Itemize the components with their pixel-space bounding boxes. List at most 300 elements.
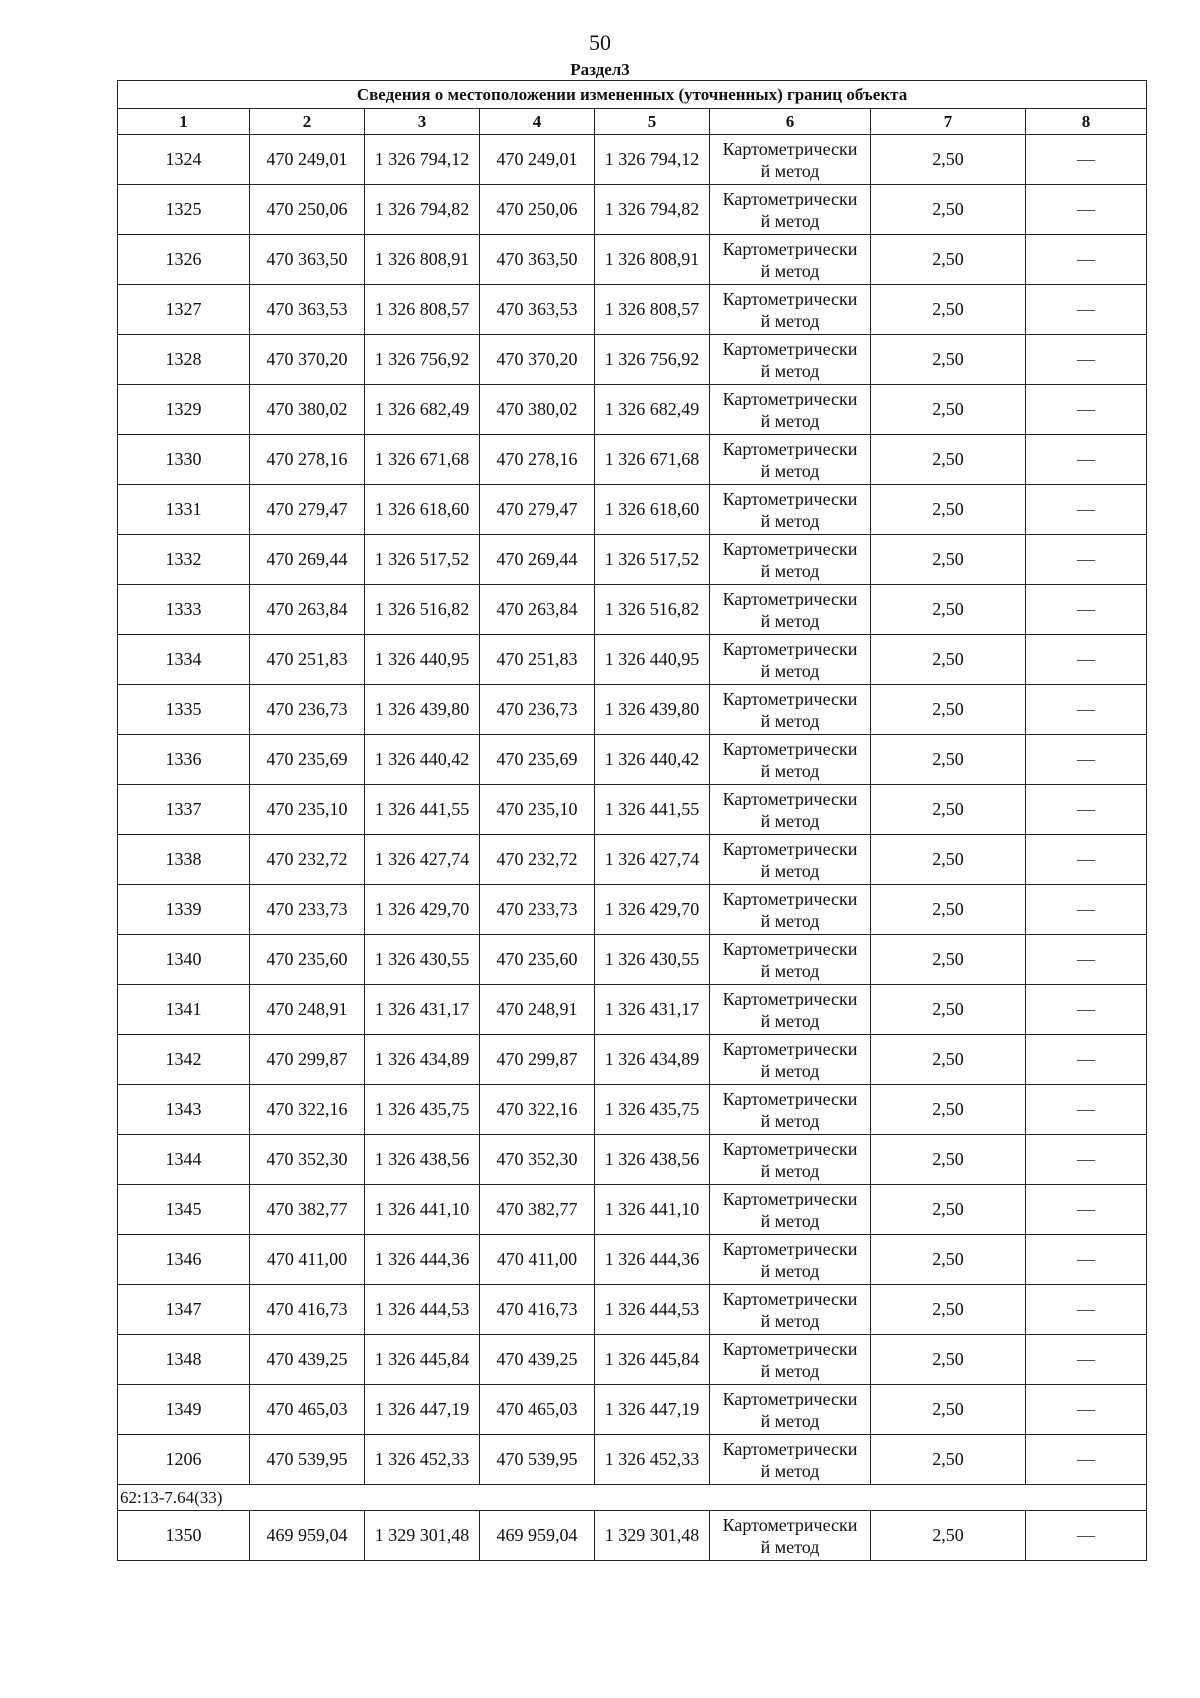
x-new-cell: 470 299,87 (480, 1035, 595, 1085)
note-cell: — (1026, 285, 1147, 335)
method-line-1: Картометрически (722, 338, 858, 359)
x-old-cell: 470 235,69 (250, 735, 365, 785)
x-new-cell: 470 263,84 (480, 585, 595, 635)
y-new-cell: 1 326 429,70 (595, 885, 710, 935)
precision-cell: 2,50 (871, 785, 1026, 835)
method-line-1: Картометрически (722, 1338, 858, 1359)
x-old-cell: 470 539,95 (250, 1435, 365, 1485)
method-line-1: Картометрически (722, 188, 858, 209)
method-line-2: й метод (760, 760, 820, 781)
column-header: 8 (1026, 109, 1147, 135)
point-number-cell: 1333 (118, 585, 250, 635)
table-row (118, 235, 1147, 285)
method-line-2: й метод (760, 310, 820, 331)
method-line-1: Картометрически (722, 588, 858, 609)
point-number-cell: 1347 (118, 1285, 250, 1335)
column-header: 2 (250, 109, 365, 135)
point-number-cell: 1328 (118, 335, 250, 385)
point-number-cell: 1341 (118, 985, 250, 1035)
method-cell (710, 1235, 871, 1285)
x-new-cell: 470 232,72 (480, 835, 595, 885)
method-line-2: й метод (760, 860, 820, 881)
boundary-table (117, 80, 1147, 1561)
column-header: 5 (595, 109, 710, 135)
precision-cell: 2,50 (871, 1085, 1026, 1135)
y-new-cell: 1 326 439,80 (595, 685, 710, 735)
table-row (118, 435, 1147, 485)
x-new-cell: 470 411,00 (480, 1235, 595, 1285)
method-cell (710, 1511, 871, 1561)
x-old-cell: 470 439,25 (250, 1335, 365, 1385)
y-old-cell: 1 326 440,42 (365, 735, 480, 785)
method-line-1: Картометрически (722, 1388, 858, 1409)
method-line-1: Картометрически (722, 1038, 858, 1059)
method-line-1: Картометрически (722, 438, 858, 459)
method-line-1: Картометрически (722, 1088, 858, 1109)
x-new-cell: 470 363,50 (480, 235, 595, 285)
y-old-cell: 1 326 808,57 (365, 285, 480, 335)
column-header: 4 (480, 109, 595, 135)
table-body-main (118, 135, 1147, 1485)
x-new-cell: 470 249,01 (480, 135, 595, 185)
precision-cell: 2,50 (871, 635, 1026, 685)
precision-cell: 2,50 (871, 585, 1026, 635)
y-old-cell: 1 326 429,70 (365, 885, 480, 935)
table-title: Сведения о местоположении измененных (уточненных) границ объекта (118, 81, 1147, 109)
x-old-cell: 470 236,73 (250, 685, 365, 735)
table-row (118, 1435, 1147, 1485)
x-old-cell: 470 370,20 (250, 335, 365, 385)
y-new-cell: 1 326 431,17 (595, 985, 710, 1035)
note-cell: — (1026, 485, 1147, 535)
y-old-cell: 1 326 444,53 (365, 1285, 480, 1335)
note-cell: — (1026, 1435, 1147, 1485)
precision-cell: 2,50 (871, 1185, 1026, 1235)
x-new-cell: 470 236,73 (480, 685, 595, 735)
x-old-cell: 470 363,50 (250, 235, 365, 285)
precision-cell: 2,50 (871, 935, 1026, 985)
note-cell: — (1026, 535, 1147, 585)
method-line-2: й метод (760, 160, 820, 181)
precision-cell: 2,50 (871, 1235, 1026, 1285)
point-number-cell: 1339 (118, 885, 250, 935)
table-row (118, 735, 1147, 785)
y-old-cell: 1 326 434,89 (365, 1035, 480, 1085)
y-new-cell: 1 326 517,52 (595, 535, 710, 585)
method-cell (710, 435, 871, 485)
x-new-cell: 470 416,73 (480, 1285, 595, 1335)
method-cell (710, 1335, 871, 1385)
method-cell (710, 735, 871, 785)
y-old-cell: 1 326 435,75 (365, 1085, 480, 1135)
method-cell (710, 1135, 871, 1185)
x-old-cell: 470 279,47 (250, 485, 365, 535)
x-new-cell: 470 248,91 (480, 985, 595, 1035)
method-line-2: й метод (760, 360, 820, 381)
y-new-cell: 1 326 430,55 (595, 935, 710, 985)
method-cell (710, 1285, 871, 1335)
x-old-cell: 470 248,91 (250, 985, 365, 1035)
method-cell (710, 685, 871, 735)
y-new-cell: 1 326 756,92 (595, 335, 710, 385)
method-cell (710, 835, 871, 885)
method-line-2: й метод (760, 610, 820, 631)
method-line-2: й метод (760, 1260, 820, 1281)
method-line-2: й метод (760, 1160, 820, 1181)
y-old-cell: 1 326 452,33 (365, 1435, 480, 1485)
y-old-cell: 1 326 439,80 (365, 685, 480, 735)
table-row (118, 1511, 1147, 1561)
precision-cell: 2,50 (871, 1035, 1026, 1085)
y-new-cell: 1 326 671,68 (595, 435, 710, 485)
note-cell: — (1026, 935, 1147, 985)
method-line-1: Картометрически (722, 138, 858, 159)
point-number-cell: 1329 (118, 385, 250, 435)
x-old-cell: 470 465,03 (250, 1385, 365, 1435)
note-cell: — (1026, 1235, 1147, 1285)
y-old-cell: 1 326 794,12 (365, 135, 480, 185)
precision-cell: 2,50 (871, 385, 1026, 435)
method-line-1: Картометрически (722, 1288, 858, 1309)
method-cell (710, 1035, 871, 1085)
point-number-cell: 1327 (118, 285, 250, 335)
x-old-cell: 469 959,04 (250, 1511, 365, 1561)
y-new-cell: 1 326 445,84 (595, 1335, 710, 1385)
y-old-cell: 1 326 517,52 (365, 535, 480, 585)
note-cell: — (1026, 1135, 1147, 1185)
y-old-cell: 1 326 808,91 (365, 235, 480, 285)
note-cell: — (1026, 385, 1147, 435)
y-new-cell: 1 326 441,55 (595, 785, 710, 835)
x-old-cell: 470 411,00 (250, 1235, 365, 1285)
table-row (118, 335, 1147, 385)
y-old-cell: 1 326 756,92 (365, 335, 480, 385)
method-line-1: Картометрически (722, 638, 858, 659)
method-line-2: й метод (760, 910, 820, 931)
precision-cell: 2,50 (871, 485, 1026, 535)
method-cell (710, 285, 871, 335)
x-new-cell: 470 235,69 (480, 735, 595, 785)
method-cell (710, 335, 871, 385)
precision-cell: 2,50 (871, 735, 1026, 785)
precision-cell: 2,50 (871, 985, 1026, 1035)
method-line-2: й метод (760, 1110, 820, 1131)
method-line-2: й метод (760, 510, 820, 531)
precision-cell: 2,50 (871, 1435, 1026, 1485)
method-line-1: Картометрически (722, 1238, 858, 1259)
note-cell: — (1026, 1185, 1147, 1235)
table-row (118, 535, 1147, 585)
y-old-cell: 1 326 682,49 (365, 385, 480, 435)
note-cell: — (1026, 835, 1147, 885)
y-new-cell: 1 326 427,74 (595, 835, 710, 885)
method-line-2: й метод (760, 1310, 820, 1331)
column-header: 6 (710, 109, 871, 135)
y-old-cell: 1 326 671,68 (365, 435, 480, 485)
note-cell: — (1026, 1511, 1147, 1561)
y-new-cell: 1 326 434,89 (595, 1035, 710, 1085)
y-new-cell: 1 326 794,12 (595, 135, 710, 185)
point-number-cell: 1331 (118, 485, 250, 535)
point-number-cell: 1345 (118, 1185, 250, 1235)
point-number-cell: 1338 (118, 835, 250, 885)
y-old-cell: 1 326 445,84 (365, 1335, 480, 1385)
point-number-cell: 1206 (118, 1435, 250, 1485)
note-cell: — (1026, 635, 1147, 685)
column-number-row (118, 109, 1147, 135)
table-row (118, 1235, 1147, 1285)
table-row (118, 385, 1147, 435)
method-cell (710, 935, 871, 985)
method-line-1: Картометрически (722, 938, 858, 959)
point-number-cell: 1350 (118, 1511, 250, 1561)
method-line-1: Картометрически (722, 538, 858, 559)
x-old-cell: 470 232,72 (250, 835, 365, 885)
method-cell (710, 1085, 871, 1135)
y-old-cell: 1 326 430,55 (365, 935, 480, 985)
method-cell (710, 785, 871, 835)
y-new-cell: 1 326 618,60 (595, 485, 710, 535)
method-line-1: Картометрически (722, 688, 858, 709)
x-old-cell: 470 249,01 (250, 135, 365, 185)
y-old-cell: 1 326 431,17 (365, 985, 480, 1035)
y-new-cell: 1 329 301,48 (595, 1511, 710, 1561)
method-line-2: й метод (760, 560, 820, 581)
x-old-cell: 470 251,83 (250, 635, 365, 685)
method-line-1: Картометрически (722, 838, 858, 859)
x-new-cell: 470 382,77 (480, 1185, 595, 1235)
method-line-1: Картометрически (722, 988, 858, 1009)
method-line-2: й метод (760, 710, 820, 731)
note-cell: — (1026, 1035, 1147, 1085)
y-new-cell: 1 326 682,49 (595, 385, 710, 435)
method-line-1: Картометрически (722, 1188, 858, 1209)
y-new-cell: 1 326 808,91 (595, 235, 710, 285)
x-new-cell: 470 269,44 (480, 535, 595, 585)
point-number-cell: 1337 (118, 785, 250, 835)
precision-cell: 2,50 (871, 685, 1026, 735)
y-old-cell: 1 329 301,48 (365, 1511, 480, 1561)
x-new-cell: 470 539,95 (480, 1435, 595, 1485)
method-line-2: й метод (760, 460, 820, 481)
precision-cell: 2,50 (871, 885, 1026, 935)
table-row (118, 285, 1147, 335)
precision-cell: 2,50 (871, 1511, 1026, 1561)
method-line-1: Картометрически (722, 488, 858, 509)
table-row (118, 1085, 1147, 1135)
x-old-cell: 470 416,73 (250, 1285, 365, 1335)
table-row (118, 1135, 1147, 1185)
y-old-cell: 1 326 441,10 (365, 1185, 480, 1235)
x-old-cell: 470 250,06 (250, 185, 365, 235)
method-cell (710, 535, 871, 585)
method-line-1: Картометрически (722, 888, 858, 909)
table-row (118, 585, 1147, 635)
method-line-2: й метод (760, 210, 820, 231)
table-body-group (118, 1485, 1147, 1511)
note-cell: — (1026, 335, 1147, 385)
method-cell (710, 1385, 871, 1435)
table-row (118, 635, 1147, 685)
note-cell: — (1026, 435, 1147, 485)
y-new-cell: 1 326 444,36 (595, 1235, 710, 1285)
x-new-cell: 470 380,02 (480, 385, 595, 435)
method-line-1: Картометрически (722, 238, 858, 259)
point-number-cell: 1340 (118, 935, 250, 985)
table-row (118, 1335, 1147, 1385)
method-line-2: й метод (760, 1360, 820, 1381)
y-new-cell: 1 326 794,82 (595, 185, 710, 235)
table-row (118, 985, 1147, 1035)
method-line-2: й метод (760, 660, 820, 681)
point-number-cell: 1325 (118, 185, 250, 235)
x-old-cell: 470 322,16 (250, 1085, 365, 1135)
method-line-2: й метод (760, 1060, 820, 1081)
y-old-cell: 1 326 447,19 (365, 1385, 480, 1435)
precision-cell: 2,50 (871, 135, 1026, 185)
method-line-1: Картометрически (722, 1138, 858, 1159)
x-old-cell: 470 235,60 (250, 935, 365, 985)
table-row (118, 785, 1147, 835)
y-old-cell: 1 326 438,56 (365, 1135, 480, 1185)
method-line-1: Картометрически (722, 388, 858, 409)
method-cell (710, 485, 871, 535)
y-old-cell: 1 326 618,60 (365, 485, 480, 535)
y-old-cell: 1 326 444,36 (365, 1235, 480, 1285)
x-old-cell: 470 278,16 (250, 435, 365, 485)
note-cell: — (1026, 1335, 1147, 1385)
method-line-2: й метод (760, 1536, 820, 1557)
x-old-cell: 470 352,30 (250, 1135, 365, 1185)
method-line-1: Картометрически (722, 1438, 858, 1459)
y-new-cell: 1 326 438,56 (595, 1135, 710, 1185)
precision-cell: 2,50 (871, 335, 1026, 385)
point-number-cell: 1336 (118, 735, 250, 785)
point-number-cell: 1332 (118, 535, 250, 585)
x-new-cell: 470 250,06 (480, 185, 595, 235)
y-old-cell: 1 326 427,74 (365, 835, 480, 885)
table-row (118, 685, 1147, 735)
method-cell (710, 585, 871, 635)
precision-cell: 2,50 (871, 235, 1026, 285)
method-cell (710, 185, 871, 235)
x-new-cell: 470 370,20 (480, 335, 595, 385)
point-number-cell: 1326 (118, 235, 250, 285)
table-body-group-rows (118, 1511, 1147, 1561)
note-cell: — (1026, 885, 1147, 935)
method-cell (710, 235, 871, 285)
method-line-2: й метод (760, 410, 820, 431)
method-cell (710, 885, 871, 935)
table-row (118, 885, 1147, 935)
note-cell: — (1026, 185, 1147, 235)
table-row (118, 1185, 1147, 1235)
method-line-1: Картометрически (722, 738, 858, 759)
y-new-cell: 1 326 440,95 (595, 635, 710, 685)
point-number-cell: 1343 (118, 1085, 250, 1135)
x-old-cell: 470 235,10 (250, 785, 365, 835)
x-old-cell: 470 269,44 (250, 535, 365, 585)
x-old-cell: 470 233,73 (250, 885, 365, 935)
precision-cell: 2,50 (871, 535, 1026, 585)
y-old-cell: 1 326 440,95 (365, 635, 480, 685)
method-line-1: Картометрически (722, 1514, 858, 1535)
method-cell (710, 135, 871, 185)
page-number: 50 (589, 30, 611, 55)
precision-cell: 2,50 (871, 1285, 1026, 1335)
x-old-cell: 470 363,53 (250, 285, 365, 335)
note-cell: — (1026, 135, 1147, 185)
precision-cell: 2,50 (871, 835, 1026, 885)
note-cell: — (1026, 1085, 1147, 1135)
point-number-cell: 1335 (118, 685, 250, 735)
method-line-1: Картометрически (722, 788, 858, 809)
y-old-cell: 1 326 794,82 (365, 185, 480, 235)
method-cell (710, 1185, 871, 1235)
table-row (118, 135, 1147, 185)
point-number-cell: 1348 (118, 1335, 250, 1385)
method-line-2: й метод (760, 1460, 820, 1481)
column-header: 7 (871, 109, 1026, 135)
table-row (118, 935, 1147, 985)
method-line-2: й метод (760, 1410, 820, 1431)
point-number-cell: 1334 (118, 635, 250, 685)
precision-cell: 2,50 (871, 1335, 1026, 1385)
note-cell: — (1026, 585, 1147, 635)
precision-cell: 2,50 (871, 1135, 1026, 1185)
x-new-cell: 470 235,60 (480, 935, 595, 985)
method-line-1: Картометрически (722, 288, 858, 309)
y-old-cell: 1 326 516,82 (365, 585, 480, 635)
x-new-cell: 470 352,30 (480, 1135, 595, 1185)
column-header: 1 (118, 109, 250, 135)
y-new-cell: 1 326 516,82 (595, 585, 710, 635)
x-old-cell: 470 263,84 (250, 585, 365, 635)
x-new-cell: 470 363,53 (480, 285, 595, 335)
x-old-cell: 470 382,77 (250, 1185, 365, 1235)
precision-cell: 2,50 (871, 435, 1026, 485)
note-cell: — (1026, 785, 1147, 835)
y-new-cell: 1 326 808,57 (595, 285, 710, 335)
note-cell: — (1026, 1385, 1147, 1435)
y-old-cell: 1 326 441,55 (365, 785, 480, 835)
table-row (118, 1285, 1147, 1335)
y-new-cell: 1 326 444,53 (595, 1285, 710, 1335)
note-cell: — (1026, 1285, 1147, 1335)
point-number-cell: 1330 (118, 435, 250, 485)
precision-cell: 2,50 (871, 1385, 1026, 1435)
point-number-cell: 1324 (118, 135, 250, 185)
point-number-cell: 1342 (118, 1035, 250, 1085)
table-row (118, 185, 1147, 235)
x-new-cell: 470 278,16 (480, 435, 595, 485)
y-new-cell: 1 326 440,42 (595, 735, 710, 785)
x-old-cell: 470 299,87 (250, 1035, 365, 1085)
table-row (118, 1035, 1147, 1085)
method-line-2: й метод (760, 260, 820, 281)
method-cell (710, 1435, 871, 1485)
x-new-cell: 470 235,10 (480, 785, 595, 835)
x-new-cell: 470 465,03 (480, 1385, 595, 1435)
y-new-cell: 1 326 452,33 (595, 1435, 710, 1485)
table-row (118, 835, 1147, 885)
note-cell: — (1026, 735, 1147, 785)
method-cell (710, 635, 871, 685)
x-new-cell: 470 251,83 (480, 635, 595, 685)
note-cell: — (1026, 985, 1147, 1035)
precision-cell: 2,50 (871, 285, 1026, 335)
point-number-cell: 1346 (118, 1235, 250, 1285)
